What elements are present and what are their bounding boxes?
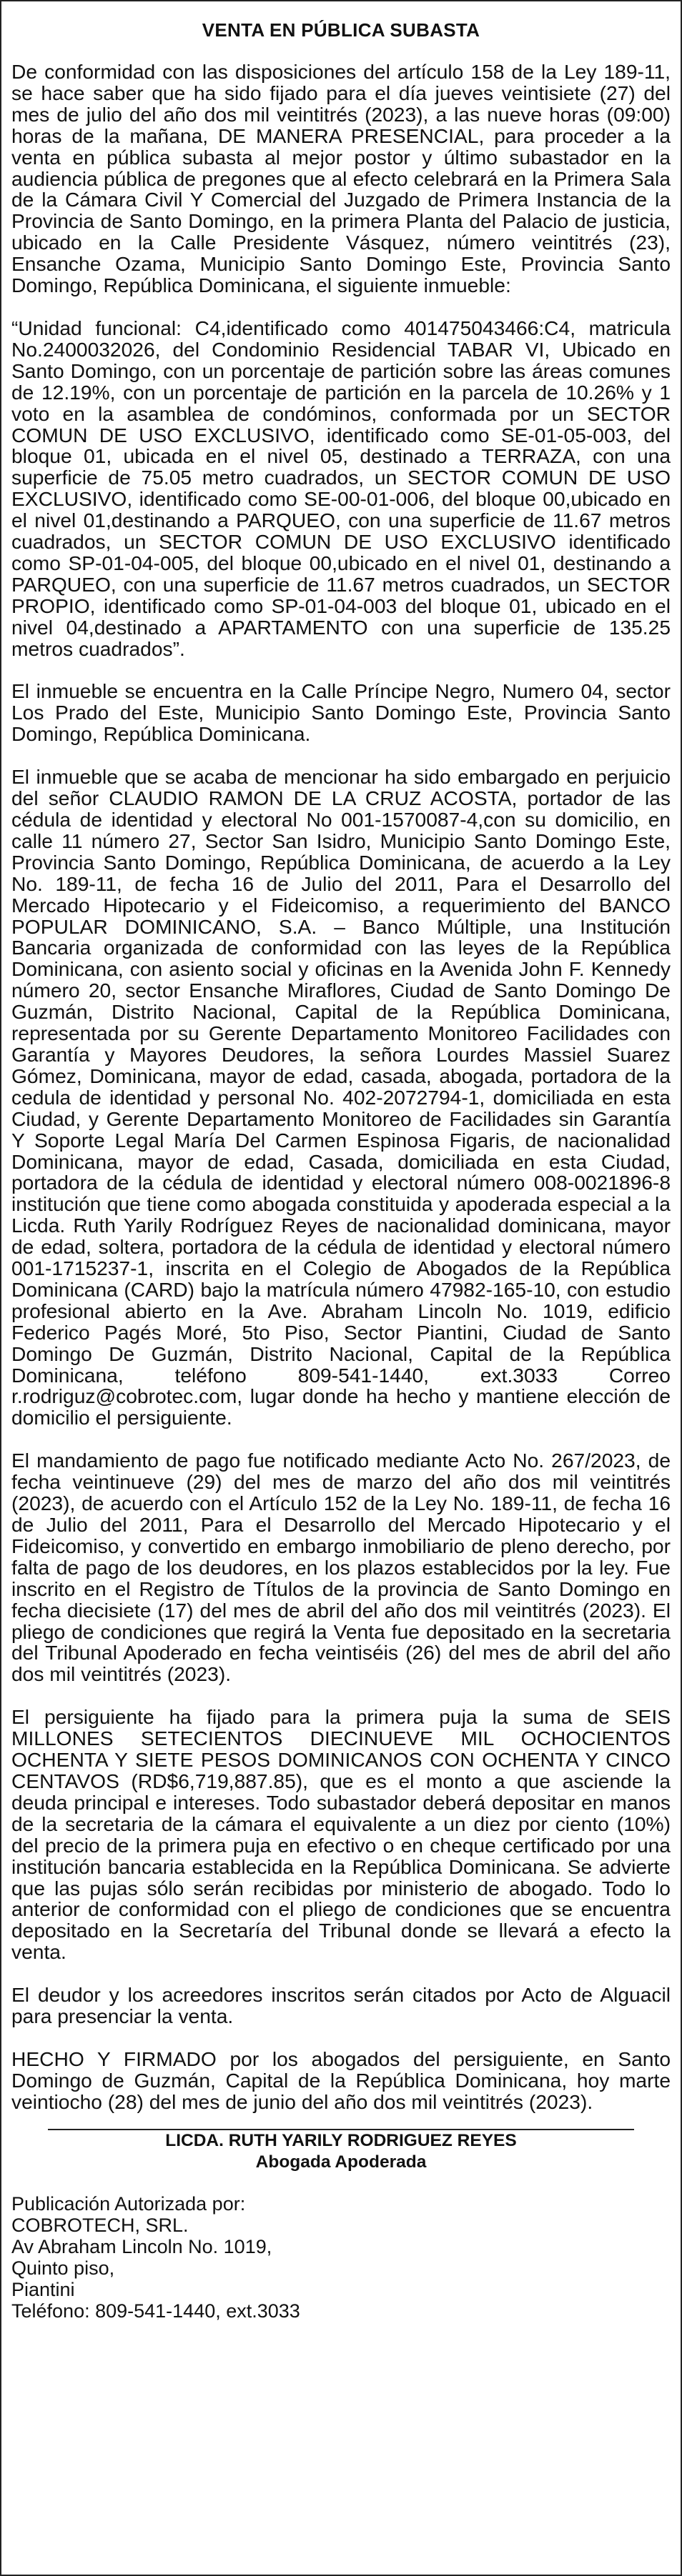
notice-paragraph-signed: HECHO Y FIRMADO por los abogados del persiguiente, en Santo Domingo de Guzmán, Capital de la República Dominicana, hoy marte veintiocho (28) del mes de junio del año dos mil veintitrés (2023). — [11, 2047, 671, 2113]
notice-paragraph-intro: De conformidad con las disposiciones del artículo 158 de la Ley 189-11, se hace saber que ha sido fijado para el día jueves veintisiete (27) del mes de julio del año dos mil veintitrés (2023), a las nueve horas (09:00) horas de la mañana, DE MANERA PRESENCIAL, para proceder a la venta en pública subasta al mejor postor y último subastador en la audiencia pública de pregones que al efecto celebrará en la Primera Sala de la Cámara Civil Y Comercial del Juzgado de Primera Instancia de la Provincia de Santo Domingo, en la primera Planta del Palacio de justicia, ubicado en la Calle Presidente Vásquez, número veintitrés (23), Ensanche Ozama, Municipio Santo Domingo Este, Provincia Santo Domingo, República Dominicana, el siguiente inmueble: — [11, 60, 671, 297]
notice-paragraph-first-bid: El persiguiente ha fijado para la primera puja la suma de SEIS MILLONES SETECIENTOS DIECINUEVE MIL OCHOCIENTOS OCHENTA Y SIETE PESOS DOMINICANOS CON OCHENTA Y CINCO CENTAVOS (RD$6,719,887.85), que es el monto a que asciende la deuda principal e intereses. Todo subastador deberá depositar en manos de la secretaria de la cámara el equivalente a un diez por ciento (10%) del precio de la primera puja en efectivo o en cheque certificado por una institución bancaria establecida en la República Dominicana. Se advierte que las pujas sólo serán recibidas por ministerio de abogado. Todo lo anterior de conformidad con el pliego de condiciones que se encuentra depositado en la Secretaría del Tribunal donde se llevará a efecto la venta. — [11, 1705, 671, 1964]
publication-line: Teléfono: 809-541-1440, ext.3033 — [11, 2300, 300, 2322]
publication-line: COBROTECH, SRL. — [11, 2214, 189, 2236]
publication-line: Publicación Autorizada por: — [11, 2192, 246, 2215]
notice-paragraph-citation: El deudor y los acreedores inscritos serán citados por Acto de Alguacil para presenciar la venta. — [11, 1983, 671, 2028]
publication-line: Av Abraham Lincoln No. 1019, — [11, 2235, 272, 2257]
notice-content — [11, 19, 671, 2322]
notice-paragraph-property-description: “Unidad funcional: C4,identificado como 401475043466:C4, matricula No.2400032026, del Condominio Residencial TABAR VI, Ubicado en Santo Domingo, con un porcentaje de partición sobre las áreas comunes de 12.19%, con un porcentaje de partición en la parcela de 10.26% y 1 voto en la asamblea de condóminos, conformada por un SECTOR COMUN DE USO EXCLUSIVO, identificado como SE-01-05-003, del bloque 01, ubicada en el nivel 05, destinado a TERRAZA, con una superficie de 75.05 metro cuadrados, un SECTOR COMUN DE USO EXCLUSIVO, identificado como SE-00-01-006, del bloque 00,ubicado en el nivel 01,destinando a PARQUEO, con una superficie de 11.67 metros cuadrados, un SECTOR COMUN DE USO EXCLUSIVO identificado como SP-01-04-005, del bloque 00,ubicado en el nivel 01, destinando a PARQUEO, con una superficie de 11.67 metros cuadrados, un SECTOR PROPIO, identificado como SP-01-04-003 del bloque 01, ubicado en el nivel 04,destinado a APARTAMENTO con una superficie de 135.25 metros cuadrados”. — [11, 316, 671, 660]
notice-paragraph-payment-order: El mandamiento de pago fue notificado mediante Acto No. 267/2023, de fecha veintinueve (29) del mes de marzo del año dos mil veintitrés (2023), de acuerdo con el Artículo 152 de la Ley No. 189-11, de fecha 16 de Julio del 2011, Para el Desarrollo del Mercado Hipotecario y el Fideicomiso, y convertido en embargo inmobiliario de pleno derecho, por falta de pago de los deudores, en los plazos establecidos por la ley. Fue inscrito en el Registro de Títulos de la provincia de Santo Domingo en fecha diecisiete (17) del mes de abril del año dos mil veintitrés (2023). El pliego de condiciones que regirá la Venta fue depositado en la secretaria del Tribunal Apoderado en fecha veintiséis (26) del mes de abril del año dos mil veintitrés (2023). — [11, 1449, 671, 1686]
publication-line: Piantini — [11, 2278, 75, 2300]
notice-paragraph-property-location: El inmueble se encuentra en la Calle Príncipe Negro, Numero 04, sector Los Prado del Este, Municipio Santo Domingo Este, Provincia Santo Domingo, República Dominicana. — [11, 679, 671, 746]
notice-paragraph-seizure: El inmueble que se acaba de mencionar ha sido embargado en perjuicio del señor CLAUDIO RAMON DE LA CRUZ ACOSTA, portador de las cédula de identidad y electoral No 001-1570087-4,con su domicilio, en calle 11 número 27, Sector San Isidro, Municipio Santo Domingo Este, Provincia Santo Domingo, República Dominicana, de acuerdo a la Ley No. 189-11, de fecha 16 de Julio del 2011, Para el Desarrollo del Mercado Hipotecario y el Fideicomiso, a requerimiento del BANCO POPULAR DOMINICANO, S.A. – Banco Múltiple, una Institución Bancaria organizada de conformidad con las leyes de la República Dominicana, con asiento social y oficinas en la Avenida John F. Kennedy número 20, sector Ensanche Miraflores, Ciudad de Santo Domingo De Guzmán, Distrito Nacional, Capital de la República Dominicana, representada por su Gerente Departamento Monitoreo Facilidades con Garantía y Mayores Deudores, la señora Lourdes Massiel Suarez Gómez, Dominicana, mayor de edad, casada, abogada, portadora de la cedula de identidad y personal No. 402-2072794-1, domiciliada en esta Ciudad, y Gerente Departamento Monitoreo de Facilidades sin Garantía Y Soporte Legal María Del Carmen Espinosa Figaris, de nacionalidad Dominicana, mayor de edad, Casada, domiciliada en esta Ciudad, portadora de la cédula de identidad y electoral número 008-0021896-8 institución que tiene como abogada constituida y apoderada especial a la Licda. Ruth Yarily Rodríguez Reyes de nacionalidad dominicana, mayor de edad, soltera, portadora de la cédula de identidad y electoral número 001-1715237-1, inscrita en el Colegio de Abogados de la República Dominicana (CARD) bajo la matrícula número 47982-165-10, con estudio profesional abierto en la Ave. Abraham Lincoln No. 1019, edificio Federico Pagés Moré, 5to Piso, Sector Piantini, Ciudad de Santo Domingo De Guzmán, Distrito Nacional, Capital de la República Dominicana, teléfono 809-541-1440, ext.3033 Correo r.rodriguz@cobrotec.com, lugar donde ha hecho y mantiene elección de domicilio el persiguiente. — [11, 765, 671, 1429]
publication-block — [11, 2193, 671, 2322]
signatory-name: LICDA. RUTH YARILY RODRIGUEZ REYES — [165, 2130, 517, 2150]
publication-line: Quinto piso, — [11, 2257, 115, 2279]
signatory-title: Abogada Apoderada — [255, 2152, 427, 2172]
notice-title: VENTA EN PÚBLICA SUBASTA — [202, 19, 480, 41]
